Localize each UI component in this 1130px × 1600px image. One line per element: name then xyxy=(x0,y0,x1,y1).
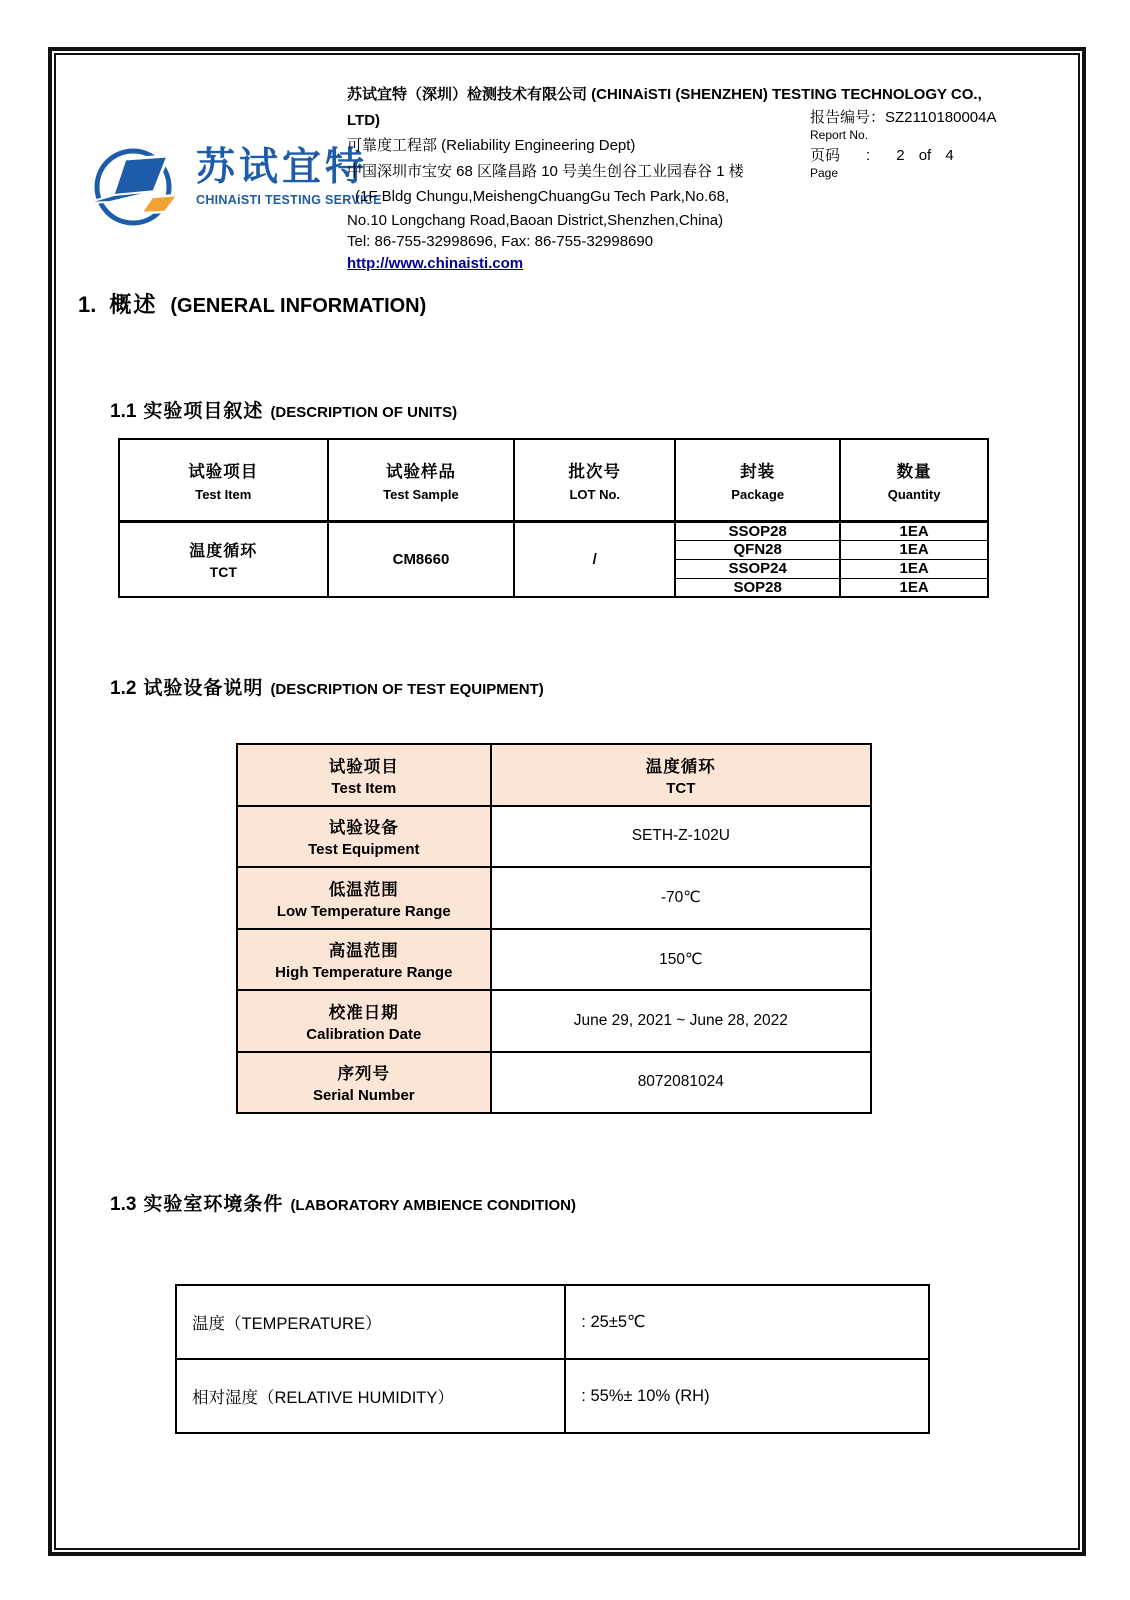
section-1-1-title xyxy=(110,396,457,423)
equipment-value-serial: 8072081024 xyxy=(491,1052,871,1114)
company-name-line2: LTD) xyxy=(347,111,381,129)
units-header-quantity-en: Quantity xyxy=(887,486,941,502)
equipment-label-serial-en: Serial Number xyxy=(312,1087,415,1105)
equipment-label-high-temp xyxy=(237,929,491,991)
units-package-cell: SSOP28 xyxy=(675,521,840,540)
ambience-value-humidity: : 55%± 10% (RH) xyxy=(565,1359,929,1433)
units-package-cell: SSOP24 xyxy=(675,559,840,578)
units-test-item-en: TCT xyxy=(209,564,237,581)
equipment-row-serial xyxy=(237,1052,871,1114)
chinaisti-logo-icon xyxy=(86,140,186,232)
equipment-value-calibration: June 29, 2021 ~ June 28, 2022 xyxy=(491,990,871,1052)
equipment-label-equipment-en: Test Equipment xyxy=(308,841,420,859)
equipment-value-test-item-en: TCT xyxy=(666,779,696,797)
ambience-table-container xyxy=(175,1284,930,1434)
report-no-label-en: Report No. xyxy=(810,128,869,142)
units-header-test-sample xyxy=(328,439,515,521)
section-1-title-cn: 概述 xyxy=(109,292,158,317)
units-header-package-cn: 封装 xyxy=(740,462,776,481)
equipment-label-calibration-en: Calibration Date xyxy=(306,1025,422,1043)
equipment-table xyxy=(236,743,872,1114)
units-qty-cell: 1EA xyxy=(840,521,988,540)
equipment-label-low-temp-cn: 低温范围 xyxy=(328,880,399,899)
equipment-label-test-item-cn: 试验项目 xyxy=(328,757,399,776)
page-label-en: Page xyxy=(810,166,839,180)
ambience-value-temperature: : 25±5℃ xyxy=(565,1285,929,1359)
section-1-3-title-en: (LABORATORY AMBIENCE CONDITION) xyxy=(290,1197,576,1214)
units-header-test-sample-cn: 试验样品 xyxy=(385,462,456,481)
company-address-en2: No.10 Longchang Road,Baoan District,Shenzhen,China) xyxy=(347,211,724,229)
ambience-label-humidity: 相对湿度（RELATIVE HUMIDITY） xyxy=(176,1359,565,1433)
company-name-line1: 苏试宜特（深圳）检测技术有限公司 (CHINAiSTI (SHENZHEN) TESTING TECHNOLOGY CO., xyxy=(347,86,982,103)
section-1-2-title-en: (DESCRIPTION OF TEST EQUIPMENT) xyxy=(270,681,544,698)
units-table xyxy=(118,438,989,598)
equipment-value-low-temp: -70℃ xyxy=(491,867,871,929)
equipment-label-calibration-cn: 校准日期 xyxy=(328,1003,399,1022)
equipment-label-test-item xyxy=(237,744,491,806)
equipment-value-test-item-cn: 温度循环 xyxy=(645,757,716,776)
page-colon: : xyxy=(866,147,871,164)
ambience-row-temperature xyxy=(176,1285,929,1359)
units-row-1 xyxy=(119,521,988,540)
units-test-item-cell xyxy=(119,521,328,597)
units-header-package xyxy=(675,439,840,521)
units-header-test-sample-en: Test Sample xyxy=(383,486,459,502)
section-1-2-title-cn: 试验设备说明 xyxy=(143,678,264,699)
company-logo xyxy=(86,140,382,232)
equipment-value-test-item xyxy=(491,744,871,806)
section-1-1-title-cn: 实验项目叙述 xyxy=(143,401,264,422)
section-1-number: 1. xyxy=(78,292,97,317)
units-header-test-item xyxy=(119,439,328,521)
section-1-title-en: (GENERAL INFORMATION) xyxy=(170,295,427,317)
units-test-sample-cell: CM8660 xyxy=(328,521,515,597)
section-1-2-number: 1.2 xyxy=(110,678,137,699)
equipment-label-high-temp-cn: 高温范围 xyxy=(328,942,399,961)
equipment-label-equipment xyxy=(237,806,491,868)
equipment-row-high-temp xyxy=(237,929,871,991)
equipment-label-low-temp xyxy=(237,867,491,929)
equipment-row-test-item xyxy=(237,744,871,806)
units-qty-cell: 1EA xyxy=(840,559,988,578)
section-1-3-number: 1.3 xyxy=(110,1194,137,1215)
website-link[interactable]: http://www.chinaisti.com xyxy=(347,254,524,272)
equipment-label-equipment-cn: 试验设备 xyxy=(328,819,399,838)
equipment-label-high-temp-en: High Temperature Range xyxy=(275,964,453,982)
units-header-test-item-cn: 试验项目 xyxy=(188,462,259,481)
ambience-label-temperature: 温度（TEMPERATURE） xyxy=(176,1285,565,1359)
units-header-test-item-en: Test Item xyxy=(195,486,252,502)
company-address-en1: (1F Bldg Chungu,MeishengChuangGu Tech Park,No.68, xyxy=(355,188,730,205)
units-header-package-en: Package xyxy=(731,486,785,502)
units-header-lot-no-cn: 批次号 xyxy=(568,462,621,481)
report-info-block xyxy=(810,107,997,181)
equipment-row-low-temp xyxy=(237,867,871,929)
equipment-table-container xyxy=(236,743,872,1114)
units-qty-cell: 1EA xyxy=(840,578,988,597)
equipment-value-high-temp: 150℃ xyxy=(491,929,871,991)
units-package-cell: QFN28 xyxy=(675,540,840,559)
report-no-label-cn: 报告编号： xyxy=(810,109,886,126)
equipment-label-low-temp-en: Low Temperature Range xyxy=(276,902,451,920)
units-header-quantity xyxy=(840,439,988,521)
company-address-cn: 中国深圳市宝安 68 区隆昌路 10 号美生创谷工业园春谷 1 楼 xyxy=(347,162,744,180)
section-1-title xyxy=(78,288,426,319)
units-table-container xyxy=(118,438,989,598)
units-qty-cell: 1EA xyxy=(840,540,988,559)
units-test-item-cn: 温度循环 xyxy=(189,543,258,561)
equipment-label-test-item-en: Test Item xyxy=(331,779,397,797)
units-lot-no-cell: / xyxy=(514,521,675,597)
logo-brand-en: CHINAiSTI TESTING SERVICE xyxy=(196,193,382,207)
report-no-value: SZ2110180004A xyxy=(885,109,997,126)
equipment-label-calibration xyxy=(237,990,491,1052)
logo-brand-cn: 苏试宜特 xyxy=(196,146,369,189)
ambience-table xyxy=(175,1284,930,1434)
section-1-3-title xyxy=(110,1189,576,1216)
units-header-quantity-cn: 数量 xyxy=(896,462,932,481)
company-telfax: Tel: 86-755-32998696, Fax: 86-755-32998690 xyxy=(347,233,654,250)
equipment-row-equipment xyxy=(237,806,871,868)
section-1-2-title xyxy=(110,673,544,700)
section-1-1-title-en: (DESCRIPTION OF UNITS) xyxy=(270,404,458,421)
equipment-value-equipment: SETH-Z-102U xyxy=(491,806,871,868)
equipment-label-serial-cn: 序列号 xyxy=(337,1065,391,1084)
ambience-row-humidity xyxy=(176,1359,929,1433)
units-package-cell: SOP28 xyxy=(675,578,840,597)
equipment-row-calibration xyxy=(237,990,871,1052)
units-header-row xyxy=(119,439,988,521)
equipment-label-serial xyxy=(237,1052,491,1114)
section-1-3-title-cn: 实验室环境条件 xyxy=(143,1194,284,1215)
page-label-cn: 页码 xyxy=(810,147,841,164)
units-header-lot-no xyxy=(514,439,675,521)
page-value: 2 of 4 xyxy=(896,147,954,164)
section-1-1-number: 1.1 xyxy=(110,401,137,422)
company-dept: 可靠度工程部 (Reliability Engineering Dept) xyxy=(347,137,636,154)
units-header-lot-no-en: LOT No. xyxy=(569,486,621,502)
